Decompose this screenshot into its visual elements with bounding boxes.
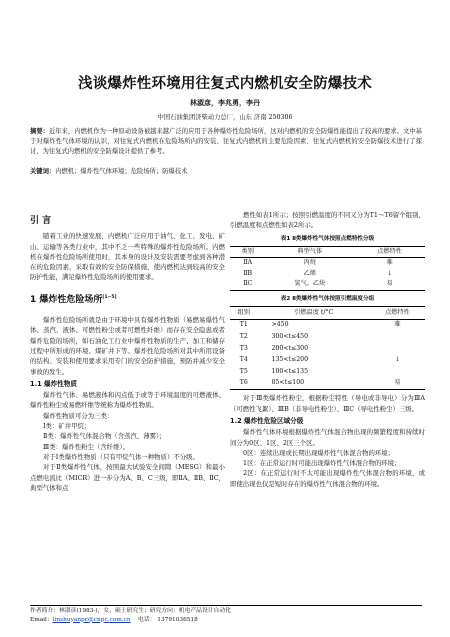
section1-paragraph: 爆炸性危险场所就是由于环境中具有爆炸性物质（易燃易爆性气体、蒸汽、液体、可燃性粉尘或者可燃性纤维）而存在安全隐患或者爆炸危险的场所，如石油化工行业中爆炸性物质的生产、加工和储存过程中所形成的环境、煤矿井下等。爆炸性危险场所对其中所用设备的结构、安装和使用要求采用专门的安全防护措施，预防并减少安全事故的发生。 bbox=[30, 316, 225, 376]
table2-header: 点燃特性 bbox=[370, 307, 425, 320]
keywords-label: 关键词： bbox=[30, 168, 56, 175]
section1-title: 1 爆炸性危险场所 bbox=[30, 294, 103, 305]
table-cell bbox=[370, 331, 425, 343]
table-cell: ⅡC bbox=[230, 279, 265, 290]
table2-caption: 表2 Ⅱ类爆炸性气体按照引燃温度分组 bbox=[280, 295, 375, 302]
table-row bbox=[230, 279, 425, 290]
table-cell: T4 bbox=[239, 356, 248, 364]
continued-paragraph: 燃性如表1所示；按照引燃温度的不同又分为T1～T6留个组别，引燃温度和点燃性如表2所示。 bbox=[230, 211, 425, 230]
left-column bbox=[30, 212, 225, 493]
table2 bbox=[230, 306, 425, 390]
section1-heading bbox=[30, 293, 225, 305]
class-2: Ⅱ类：爆炸性气体混合物（含蒸汽、薄雾）； bbox=[43, 432, 166, 441]
table-cell: 85<t≤100 bbox=[258, 378, 370, 390]
subsection-1-2-heading: 1.2 爆炸性危险区域分级 bbox=[230, 416, 304, 425]
class-para2: 对于Ⅱ类爆炸性气体，按照最大试验安全间隙（MESG）和最小点燃电流比（MICR）进一步分为A、B、C三级，即ⅡA、ⅡB、ⅡC，典型气体和点 bbox=[30, 463, 225, 492]
table1-caption: 表1 Ⅱ类爆炸性气体按照点燃特性分级 bbox=[280, 235, 375, 242]
table-cell: 300<t≤450 bbox=[271, 333, 309, 341]
sub11-para1: 爆炸性气体、易燃液体和闪点低于或等于环境温度的可燃液体、爆炸性粉尘或易燃纤维等统称为爆炸性物质。 bbox=[30, 391, 225, 410]
table-cell: ↓ bbox=[394, 356, 401, 364]
table-cell: 100<t≤135 bbox=[271, 367, 309, 375]
table-cell: T2 bbox=[239, 333, 248, 341]
table2-header: 组别 bbox=[230, 307, 258, 320]
zone-2: 2区：在正常运行时不太可能出现爆炸性气体混合物的环境，或即使出现也仅是短时存在的爆炸性气体混合物的环境。 bbox=[230, 469, 425, 488]
table-row bbox=[230, 355, 425, 367]
phone: 电话： 13791036518 bbox=[138, 616, 198, 623]
table-cell: 200<t≤300 bbox=[271, 344, 309, 352]
intro-heading: 引 言 bbox=[30, 216, 52, 226]
right-column bbox=[230, 210, 425, 489]
keywords-text: 内燃机；爆炸性气体环境；危险场所；防爆技术 bbox=[55, 168, 188, 175]
subsection-1-1-heading: 1.1 爆炸性物质 bbox=[30, 379, 77, 388]
table-cell: ⅡA bbox=[243, 259, 253, 267]
table-cell: 乙烯 bbox=[303, 269, 316, 277]
email-link[interactable]: linshuyanpc@cnpc.com.cn bbox=[52, 616, 131, 623]
para-after-table: 对于Ⅲ类爆炸性粉尘，根据粉尘特性（导电或非导电）分为ⅢA（可燃性飞絮）、ⅢB（非导电性粉尘）、ⅢC（导电性粉尘）三级。 bbox=[230, 394, 425, 413]
abstract bbox=[30, 127, 422, 157]
intro-paragraph: 随着工业的快速发展，内燃机广泛应用于油气、化工、发电、矿山、运输等各类行业中，其中不乏一些特殊的爆炸性危险场所。内燃机在爆炸性危险场所使用时，其本身的设计及安装需要考虑到各种潜在的危险因素，采取有效的安全防保措施，使内燃机达到较高的安全防护性能，满足爆炸性危险场所的使用要求。 bbox=[30, 232, 225, 282]
table-cell: T1 bbox=[239, 321, 248, 329]
email-label: Email： bbox=[30, 616, 53, 623]
sub11-para2: 爆炸性物质可分为三类： bbox=[43, 411, 114, 420]
table1 bbox=[230, 246, 425, 291]
section1-ref: [1~5] bbox=[102, 294, 117, 300]
table-cell: T3 bbox=[239, 344, 248, 352]
table-row bbox=[230, 343, 425, 355]
table-row bbox=[230, 331, 425, 343]
table-cell: T5 bbox=[239, 367, 248, 375]
table1-header: 典型气体 bbox=[265, 246, 354, 258]
contact-line bbox=[30, 616, 422, 625]
table-cell: 135<t≤200 bbox=[271, 356, 309, 364]
author-bio: 作者简介：林淑彦(1983-)，女，硕士研究生；研究方向：机电产品设计自动化 bbox=[30, 608, 231, 614]
table1-header: 点燃特性 bbox=[354, 246, 425, 258]
table-cell bbox=[370, 366, 425, 378]
abstract-text: 近年来，内燃机作为一种原动设备被越来越广泛的应用于各种爆炸性危险场所，这对内燃机的安全防爆性能提出了较高的要求。文中基于对爆炸性气体环境的认识，对往复式内燃机在危险场所内的安装、往复式内燃机的主要危险因素、往复式内燃机的安全防爆技术进行了探讨，为往复式内燃机的安全防爆设计提供了参考。 bbox=[30, 128, 423, 155]
table-cell bbox=[370, 343, 425, 355]
affiliation: 中国石油集团济柴动力总厂，山东 济南 250306 bbox=[157, 114, 293, 121]
table-cell: T6 bbox=[230, 378, 258, 390]
table-cell: ⅡB bbox=[243, 269, 253, 277]
table1-header: 类别 bbox=[230, 246, 265, 258]
table-cell: 难 bbox=[394, 321, 401, 329]
table-row bbox=[230, 319, 425, 331]
table-row bbox=[230, 366, 425, 378]
paper-title: 浅谈爆炸性环境用往复式内燃机安全防爆技术 bbox=[78, 76, 372, 92]
table-row bbox=[230, 269, 425, 280]
class-para: 对于Ⅰ类爆炸性物质（只有甲烷气体一种物质）不分级。 bbox=[43, 452, 199, 461]
sub12-paragraph: 爆炸性气体环境根据爆炸性气体混合物出现的频繁程度和持续时间分为0区、1区、2区三个区。 bbox=[230, 428, 425, 447]
class-1: Ⅰ类：矿井甲烷； bbox=[43, 422, 91, 431]
keywords bbox=[30, 167, 422, 177]
table-cell: >450 bbox=[271, 321, 289, 329]
abstract-label: 摘要： bbox=[30, 128, 49, 135]
table-cell: 氢气、乙炔 bbox=[265, 279, 354, 290]
table-cell: 丙烷 bbox=[303, 259, 316, 267]
footnote bbox=[30, 605, 422, 624]
table-cell: 易 bbox=[370, 378, 425, 390]
zone-0: 0区：连续出现或长期出现爆炸性气体混合物的环境； bbox=[243, 448, 395, 457]
authors: 林淑彦，李兆勇，李丹 bbox=[190, 99, 260, 107]
table-cell: 易 bbox=[354, 279, 425, 290]
table2-header: 引燃温度 t/°C bbox=[258, 307, 370, 320]
class-3: Ⅲ类：爆炸性粉尘（含纤维）。 bbox=[43, 442, 130, 451]
table-cell: 难 bbox=[386, 259, 393, 267]
table-cell: ↓ bbox=[386, 269, 393, 277]
table-row bbox=[230, 378, 425, 390]
zone-1: 1区：在正常运行时可能出现爆炸性气体混合物的环境； bbox=[243, 459, 401, 468]
table-row bbox=[230, 258, 425, 269]
